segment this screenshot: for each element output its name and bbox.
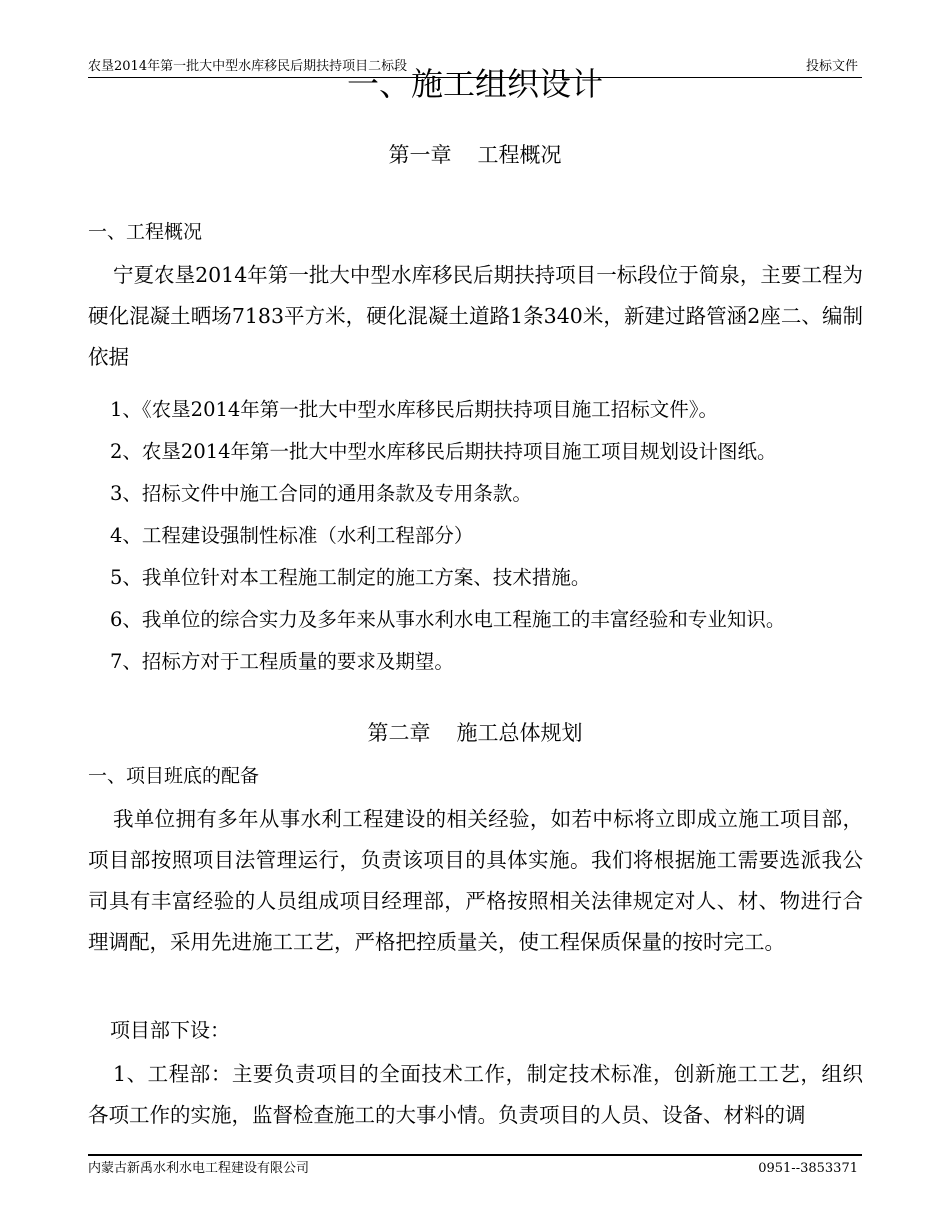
list-item: 3、招标文件中施工合同的通用条款及专用条款。 — [110, 482, 532, 505]
list-item: 7、招标方对于工程质量的要求及期望。 — [110, 650, 454, 673]
chapter-1-title — [0, 141, 950, 169]
footer-divider — [88, 1154, 862, 1156]
document-title: 一、施工组织设计 — [346, 65, 603, 103]
section-heading-project-overview: 一、工程概况 — [88, 221, 203, 243]
project-overview-paragraph: 宁夏农垦2014年第一批大中型水库移民后期扶持项目一标段位于简泉，主要工程为硬化混凝土晒场7183平方米，硬化混凝土道路1条340米，新建过路管涵2座二、编制依据 — [88, 263, 863, 369]
list-item: 6、我单位的综合实力及多年来从事水利水电工程施工的丰富经验和专业知识。 — [110, 608, 786, 631]
chapter-1-name: 工程概况 — [477, 143, 562, 167]
header-project-name: 农垦2014年第一批大中型水库移民后期扶持项目二标段 — [88, 59, 408, 74]
basis-list — [88, 389, 868, 683]
footer-phone: 0951--3853371 — [758, 1161, 858, 1176]
list-item: 1、《农垦2014年第一批大中型水库移民后期扶持项目施工招标文件》。 — [110, 398, 719, 421]
chapter-2-name: 施工总体规划 — [456, 721, 583, 745]
engineering-dept-paragraph: 1、工程部：主要负责项目的全面技术工作，制定技术标准，创新施工工艺，组织各项工作的实施，监督检查施工的大事小情。负责项目的人员、设备、材料的调 — [88, 1062, 863, 1127]
list-item: 4、工程建设强制性标准（水利工程部分） — [110, 524, 474, 547]
footer-company-name: 内蒙古新禹水利水电工程建设有限公司 — [88, 1161, 310, 1176]
chapter-2-number: 第二章 — [367, 721, 431, 745]
subsection-intro: 项目部下设： — [110, 1018, 230, 1042]
section-heading-team: 一、项目班底的配备 — [88, 765, 260, 787]
header-doc-type: 投标文件 — [805, 59, 858, 74]
chapter-1-number: 第一章 — [388, 143, 452, 167]
list-item: 5、我单位针对本工程施工制定的施工方案、技术措施。 — [110, 566, 591, 589]
list-item: 2、农垦2014年第一批大中型水库移民后期扶持项目施工项目规划设计图纸。 — [110, 440, 777, 463]
chapter-2-title — [0, 719, 950, 747]
team-paragraph: 我单位拥有多年从事水利工程建设的相关经验，如若中标将立即成立施工项目部，项目部按照项目法管理运行，负责该项目的具体实施。我们将根据施工需要选派我公司具有丰富经验的人员组成项目经理部，严格按照相关法律规定对人、材、物进行合理调配，采用先进施工工艺，严格把控质量关，使工程保质保量的按时完工。 — [88, 807, 863, 954]
